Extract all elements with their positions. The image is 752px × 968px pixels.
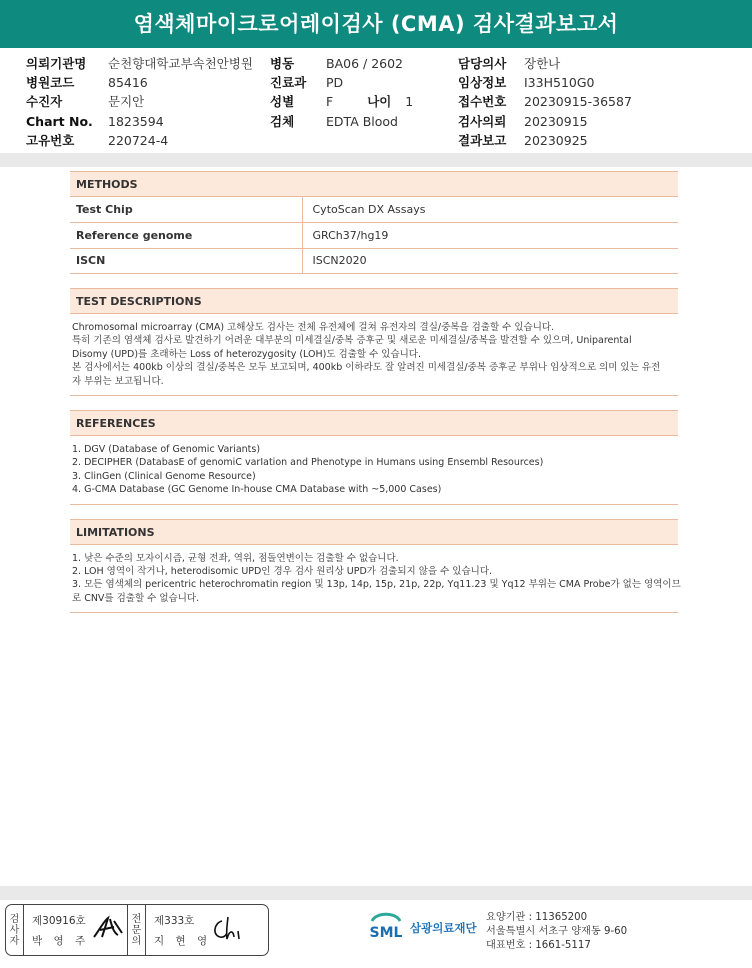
test-descriptions-text xyxy=(70,314,678,396)
report-title: 염색체마이크로어레이검사 (CMA) 검사결과보고서 xyxy=(0,0,752,48)
info-row-hospital-code xyxy=(26,73,253,92)
text-line: 본 검사에서는 400kb 이상의 결실/중복은 모두 보고되며, 400kb 이하라도 잘 알려진 미세결실/중복 증후군 부위나 임상적으로 의미 있는 유전 xyxy=(72,362,661,374)
tester-signature-mark xyxy=(92,915,124,941)
list-item: 로 CNV를 검출할 수 없습니다. xyxy=(72,592,200,604)
info-value: 85416 xyxy=(108,75,148,91)
info-label: Chart No. xyxy=(26,113,93,129)
list-item: 4. G-CMA Database (GC Genome In-house CMA Database with ~5,000 Cases) xyxy=(72,484,442,496)
info-row-specimen xyxy=(270,112,413,131)
methods-heading: METHODS xyxy=(70,171,678,197)
specialist-signature xyxy=(146,905,250,955)
info-label: 진료과 xyxy=(270,75,307,91)
text-line: Disomy (UPD)를 초래하는 Loss of heterozygosity (LOH)도 검출할 수 있습니다. xyxy=(72,348,421,360)
methods-key: ISCN xyxy=(70,248,302,274)
info-row-chart-no xyxy=(26,112,253,131)
logo-icon xyxy=(366,909,406,947)
info-row-institution xyxy=(26,54,253,73)
list-item: 3. ClinGen (Clinical Genome Resource) xyxy=(72,470,256,482)
info-value: EDTA Blood xyxy=(326,113,398,129)
footer-divider xyxy=(0,886,752,900)
info-value: 220724-4 xyxy=(108,132,169,148)
specialist-name: 지 현 영 xyxy=(154,935,212,947)
specialist-license: 제333호 xyxy=(154,915,195,927)
info-label: 임상정보 xyxy=(458,75,507,91)
info-row-receipt-no xyxy=(458,92,632,111)
info-row-unique-no xyxy=(26,131,253,150)
references-heading: REFERENCES xyxy=(70,410,678,436)
lab-phone: 대표번호 : 1661-5117 xyxy=(486,940,591,951)
info-value: BA06 / 2602 xyxy=(326,56,404,71)
list-item: 3. 모든 염색체의 pericentric heterochromatin region 및 13p, 14p, 15p, 21p, 22p, Yq11.23 및 Yq12 부위는 CMA Probe가 없는 영역이므 xyxy=(72,579,681,591)
patient-info-col1 xyxy=(26,54,253,150)
methods-key: Test Chip xyxy=(70,197,302,223)
info-row-report-date xyxy=(458,131,632,150)
table-row xyxy=(70,248,678,274)
signature-box xyxy=(5,904,269,956)
info-label: 결과보고 xyxy=(458,132,507,148)
info-row-ward xyxy=(270,54,413,73)
report-body xyxy=(70,171,681,613)
list-item: 1. 낮은 수준의 모자이시즘, 균형 전좌, 역위, 점돌연변이는 검출할 수 없습니다. xyxy=(72,552,399,564)
info-row-doctor xyxy=(458,54,632,73)
tester-name: 박 영 주 xyxy=(32,935,90,947)
methods-value: GRCh37/hg19 xyxy=(302,223,678,249)
info-value: PD xyxy=(326,75,344,91)
info-value: F xyxy=(326,94,334,110)
specialist-signature-mark xyxy=(210,915,244,943)
info-label: 수진자 xyxy=(26,94,63,110)
tester-label: 검 사 자 xyxy=(6,905,24,955)
info-value: I33H510G0 xyxy=(524,75,595,91)
methods-table xyxy=(70,197,678,274)
age-label: 나이 xyxy=(367,94,392,110)
tester-signature xyxy=(24,905,128,955)
methods-key: Reference genome xyxy=(70,223,302,249)
lab-code: 요양기관 : 11365200 xyxy=(486,912,588,923)
info-value: 20230915-36587 xyxy=(524,94,632,110)
lab-info xyxy=(486,911,627,953)
references-text xyxy=(70,436,678,505)
limitations-text xyxy=(70,545,681,614)
info-row-request-date xyxy=(458,112,632,131)
lab-address: 서울특별시 서초구 양재동 9-60 xyxy=(486,926,628,937)
info-label: 검사의뢰 xyxy=(458,113,507,129)
patient-info-col3 xyxy=(458,54,632,150)
age-value: 1 xyxy=(405,94,414,110)
info-label: 의뢰기관명 xyxy=(26,56,87,71)
patient-info-col2 xyxy=(270,54,413,131)
list-item: 1. DGV (Database of Genomic Variants) xyxy=(72,444,261,456)
info-label: 고유번호 xyxy=(26,132,75,148)
table-row xyxy=(70,197,678,223)
methods-value: CytoScan DX Assays xyxy=(302,197,678,223)
info-value: 순천향대학교부속천안병원 xyxy=(108,56,253,71)
info-value: 1823594 xyxy=(108,113,164,129)
limitations-heading: LIMITATIONS xyxy=(70,519,678,545)
text-line: 특히 기존의 염색체 검사로 발견하기 어려운 대부분의 미세결실/중복 증후군 및 새로운 미세결실/중복을 발견할 수 있으며, Uniparental xyxy=(72,335,632,347)
info-row-department xyxy=(270,73,413,92)
header-divider xyxy=(0,153,752,167)
info-value: 문지안 xyxy=(108,94,145,110)
info-label: 병원코드 xyxy=(26,75,75,91)
logo-name: 삼광의료재단 xyxy=(410,921,477,935)
list-item: 2. DECIPHER (DatabasE of genomiC varIation and Phenotype in Humans using Ensembl Resources) xyxy=(72,457,544,469)
info-label: 담당의사 xyxy=(458,56,507,71)
info-label: 검체 xyxy=(270,113,295,129)
table-row xyxy=(70,223,678,249)
list-item: 2. LOH 영역이 작거나, heterodisomic UPD인 경우 검사 원리상 UPD가 검출되지 않을 수 있습니다. xyxy=(72,566,493,578)
tester-license: 제30916호 xyxy=(32,915,86,927)
sml-logo xyxy=(366,909,477,947)
info-label: 접수번호 xyxy=(458,94,507,110)
info-label: 병동 xyxy=(270,56,295,71)
logo-mark-text: SML xyxy=(369,925,403,941)
methods-value: ISCN2020 xyxy=(302,248,678,274)
info-row-sex-age xyxy=(270,92,413,111)
text-line: 자 부위는 보고됩니다. xyxy=(72,375,164,387)
info-value: 20230925 xyxy=(524,132,588,148)
info-row-clinical-info xyxy=(458,73,632,92)
info-label: 성별 xyxy=(270,94,295,110)
text-line: Chromosomal microarray (CMA) 고해상도 검사는 전체 유전체에 걸쳐 유전자의 결실/중복을 검출할 수 있습니다. xyxy=(72,322,555,333)
info-value: 장한나 xyxy=(524,56,561,71)
test-descriptions-heading: TEST DESCRIPTIONS xyxy=(70,288,678,314)
info-value: 20230915 xyxy=(524,113,588,129)
info-row-patient xyxy=(26,92,253,111)
specialist-label: 전 문 의 xyxy=(128,905,146,955)
